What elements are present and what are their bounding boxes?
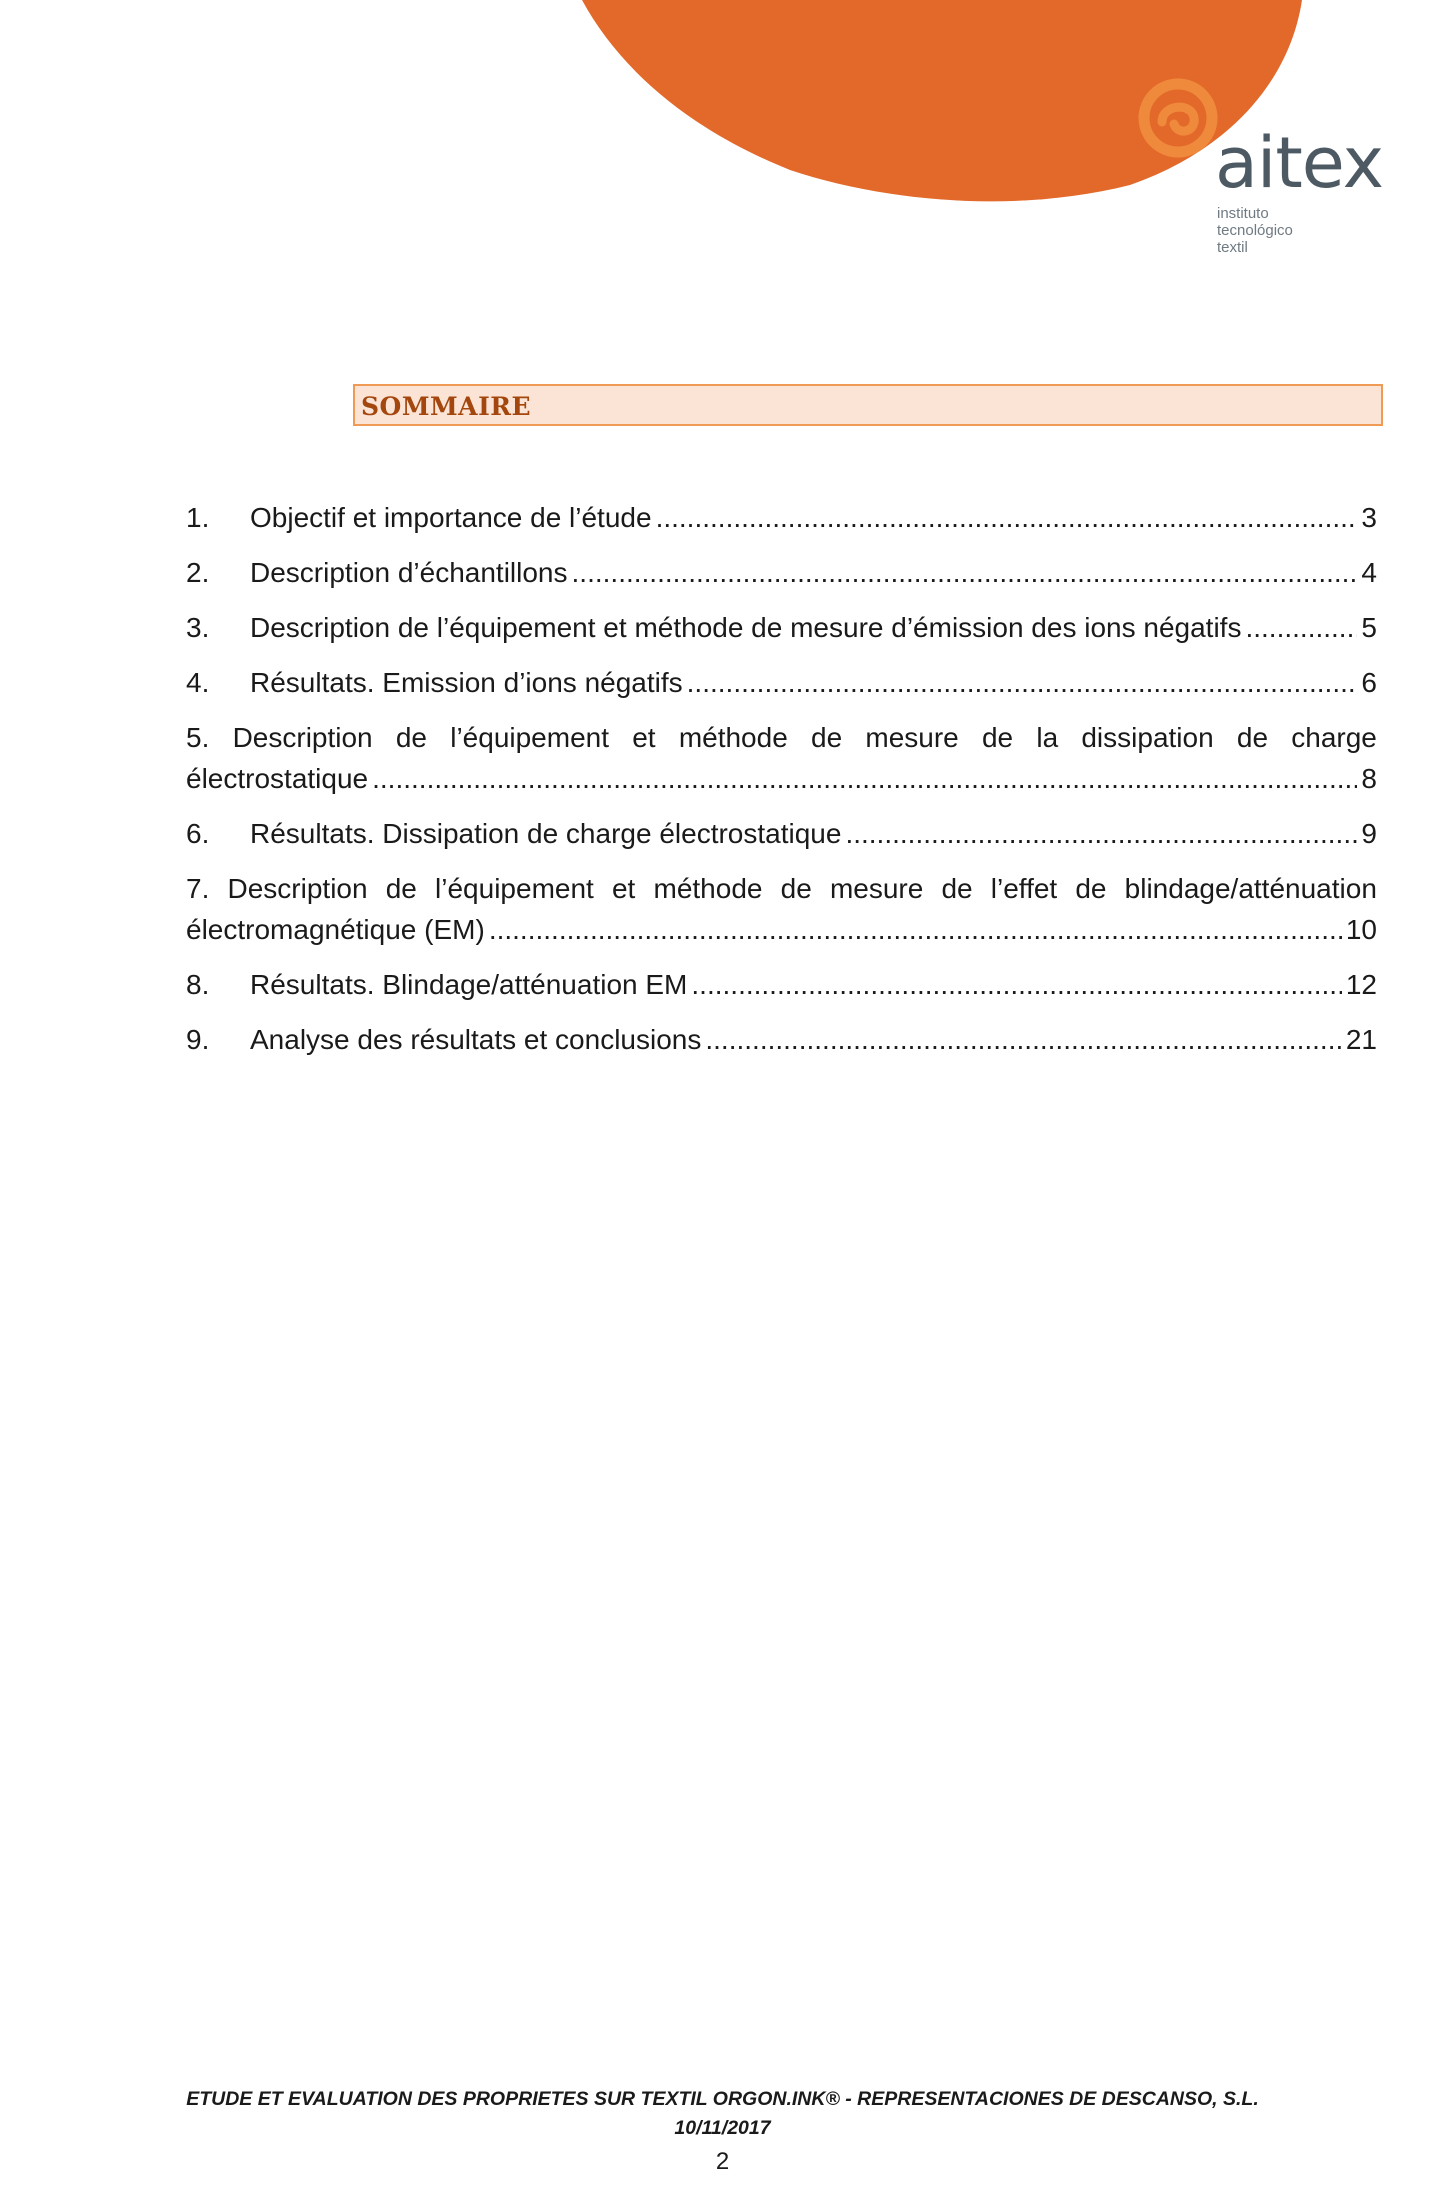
orange-arc-shape [582, 0, 1302, 201]
toc-word: de [780, 873, 812, 904]
logo-subtitle-line: tecnológico [1217, 222, 1293, 239]
toc-page: 10 [1345, 914, 1377, 945]
toc-page: 3 [1361, 502, 1377, 533]
toc-word: et [632, 722, 656, 753]
toc-page: 12 [1345, 969, 1377, 1000]
toc-page: 6 [1361, 667, 1377, 698]
toc-page: 5 [1361, 612, 1377, 643]
toc-word: de [981, 722, 1014, 753]
toc-word: mesure [865, 722, 959, 753]
toc-number: 2. [186, 557, 210, 588]
toc-title: Objectif et importance de l’étude [250, 502, 652, 533]
toc-number: 6. [186, 818, 210, 849]
toc-title: Résultats. Dissipation de charge électrostatique [250, 818, 842, 849]
toc-title: électrostatique [186, 763, 369, 794]
toc-title: Analyse des résultats et conclusions [250, 1024, 702, 1055]
toc-title: Résultats. Emission d’ions négatifs [250, 667, 683, 698]
toc-word: de [1236, 722, 1269, 753]
footer [0, 2085, 1445, 2143]
toc-entry[interactable] [186, 967, 1377, 1003]
toc-word: méthode [653, 873, 763, 904]
toc-number: 4. [186, 667, 210, 698]
toc-entry-line1[interactable] [186, 871, 1377, 907]
toc-number: 3. [186, 612, 210, 643]
page-number: 2 [715, 2148, 730, 2175]
toc-word: de [941, 873, 973, 904]
toc-leader [705, 1022, 1341, 1058]
logo-subtitle-line: instituto [1217, 205, 1269, 222]
toc-page: 9 [1361, 818, 1377, 849]
toc-word: la [1036, 722, 1059, 753]
toc-leader [572, 555, 1358, 591]
toc-leader [372, 761, 1357, 797]
footer-title: ETUDE ET EVALUATION DES PROPRIETES SUR TEXTIL ORGON.INK® - REPRESENTACIONES DE DESCANSO, S.L. [186, 2088, 1259, 2110]
toc-number: 7. [186, 873, 210, 904]
toc-word: Description [232, 722, 373, 753]
toc-leader [489, 912, 1342, 948]
footer-date: 10/11/2017 [674, 2117, 771, 2139]
toc-entry-line1[interactable] [186, 720, 1377, 756]
toc-word: l’effet [990, 873, 1058, 904]
toc-leader [845, 816, 1357, 852]
toc-page: 8 [1361, 763, 1377, 794]
logo-wordmark: aitex [1215, 122, 1384, 204]
toc-word: et [611, 873, 636, 904]
toc-word: l’équipement [450, 722, 610, 753]
logo-subtitle-line: textil [1217, 239, 1248, 256]
toc-word: Description [227, 873, 368, 904]
toc-entry[interactable] [186, 610, 1377, 646]
toc-title: électromagnétique (EM) [186, 914, 485, 945]
toc-title: Résultats. Blindage/atténuation EM [250, 969, 688, 1000]
toc-word: dissipation [1081, 722, 1214, 753]
toc-leader [691, 967, 1341, 1003]
toc-entry-line2[interactable] [186, 761, 1377, 797]
toc-entry[interactable] [186, 665, 1377, 701]
toc-word: de [1075, 873, 1107, 904]
toc-word: mesure [829, 873, 924, 904]
toc-number: 9. [186, 1024, 210, 1055]
toc-leader [1245, 610, 1357, 646]
summary-title: SOMMAIRE [361, 392, 532, 421]
toc-word: méthode [678, 722, 788, 753]
toc-word: de [395, 722, 428, 753]
summary-heading-box [353, 384, 1383, 426]
toc-entry[interactable] [186, 500, 1377, 536]
toc-entry-line2[interactable] [186, 912, 1377, 948]
toc-title: Description d’échantillons [250, 557, 568, 588]
toc-page: 21 [1345, 1024, 1377, 1055]
toc-entry[interactable] [186, 1022, 1377, 1058]
toc-title: Description de l’équipement et méthode de mesure d’émission des ions négatifs [250, 612, 1242, 643]
toc-word: de [811, 722, 843, 753]
toc-word: de [385, 873, 417, 904]
toc-word: blindage/atténuation [1124, 873, 1377, 904]
toc-word: l’équipement [435, 873, 594, 904]
toc-number: 1. [186, 502, 210, 533]
toc-number: 5. [186, 722, 210, 753]
toc-leader [656, 500, 1358, 536]
toc-word: charge [1291, 722, 1377, 753]
toc-entry[interactable] [186, 816, 1377, 852]
toc-entry[interactable] [186, 555, 1377, 591]
toc-page: 4 [1361, 557, 1377, 588]
toc-number: 8. [186, 969, 210, 1000]
toc-leader [687, 665, 1358, 701]
